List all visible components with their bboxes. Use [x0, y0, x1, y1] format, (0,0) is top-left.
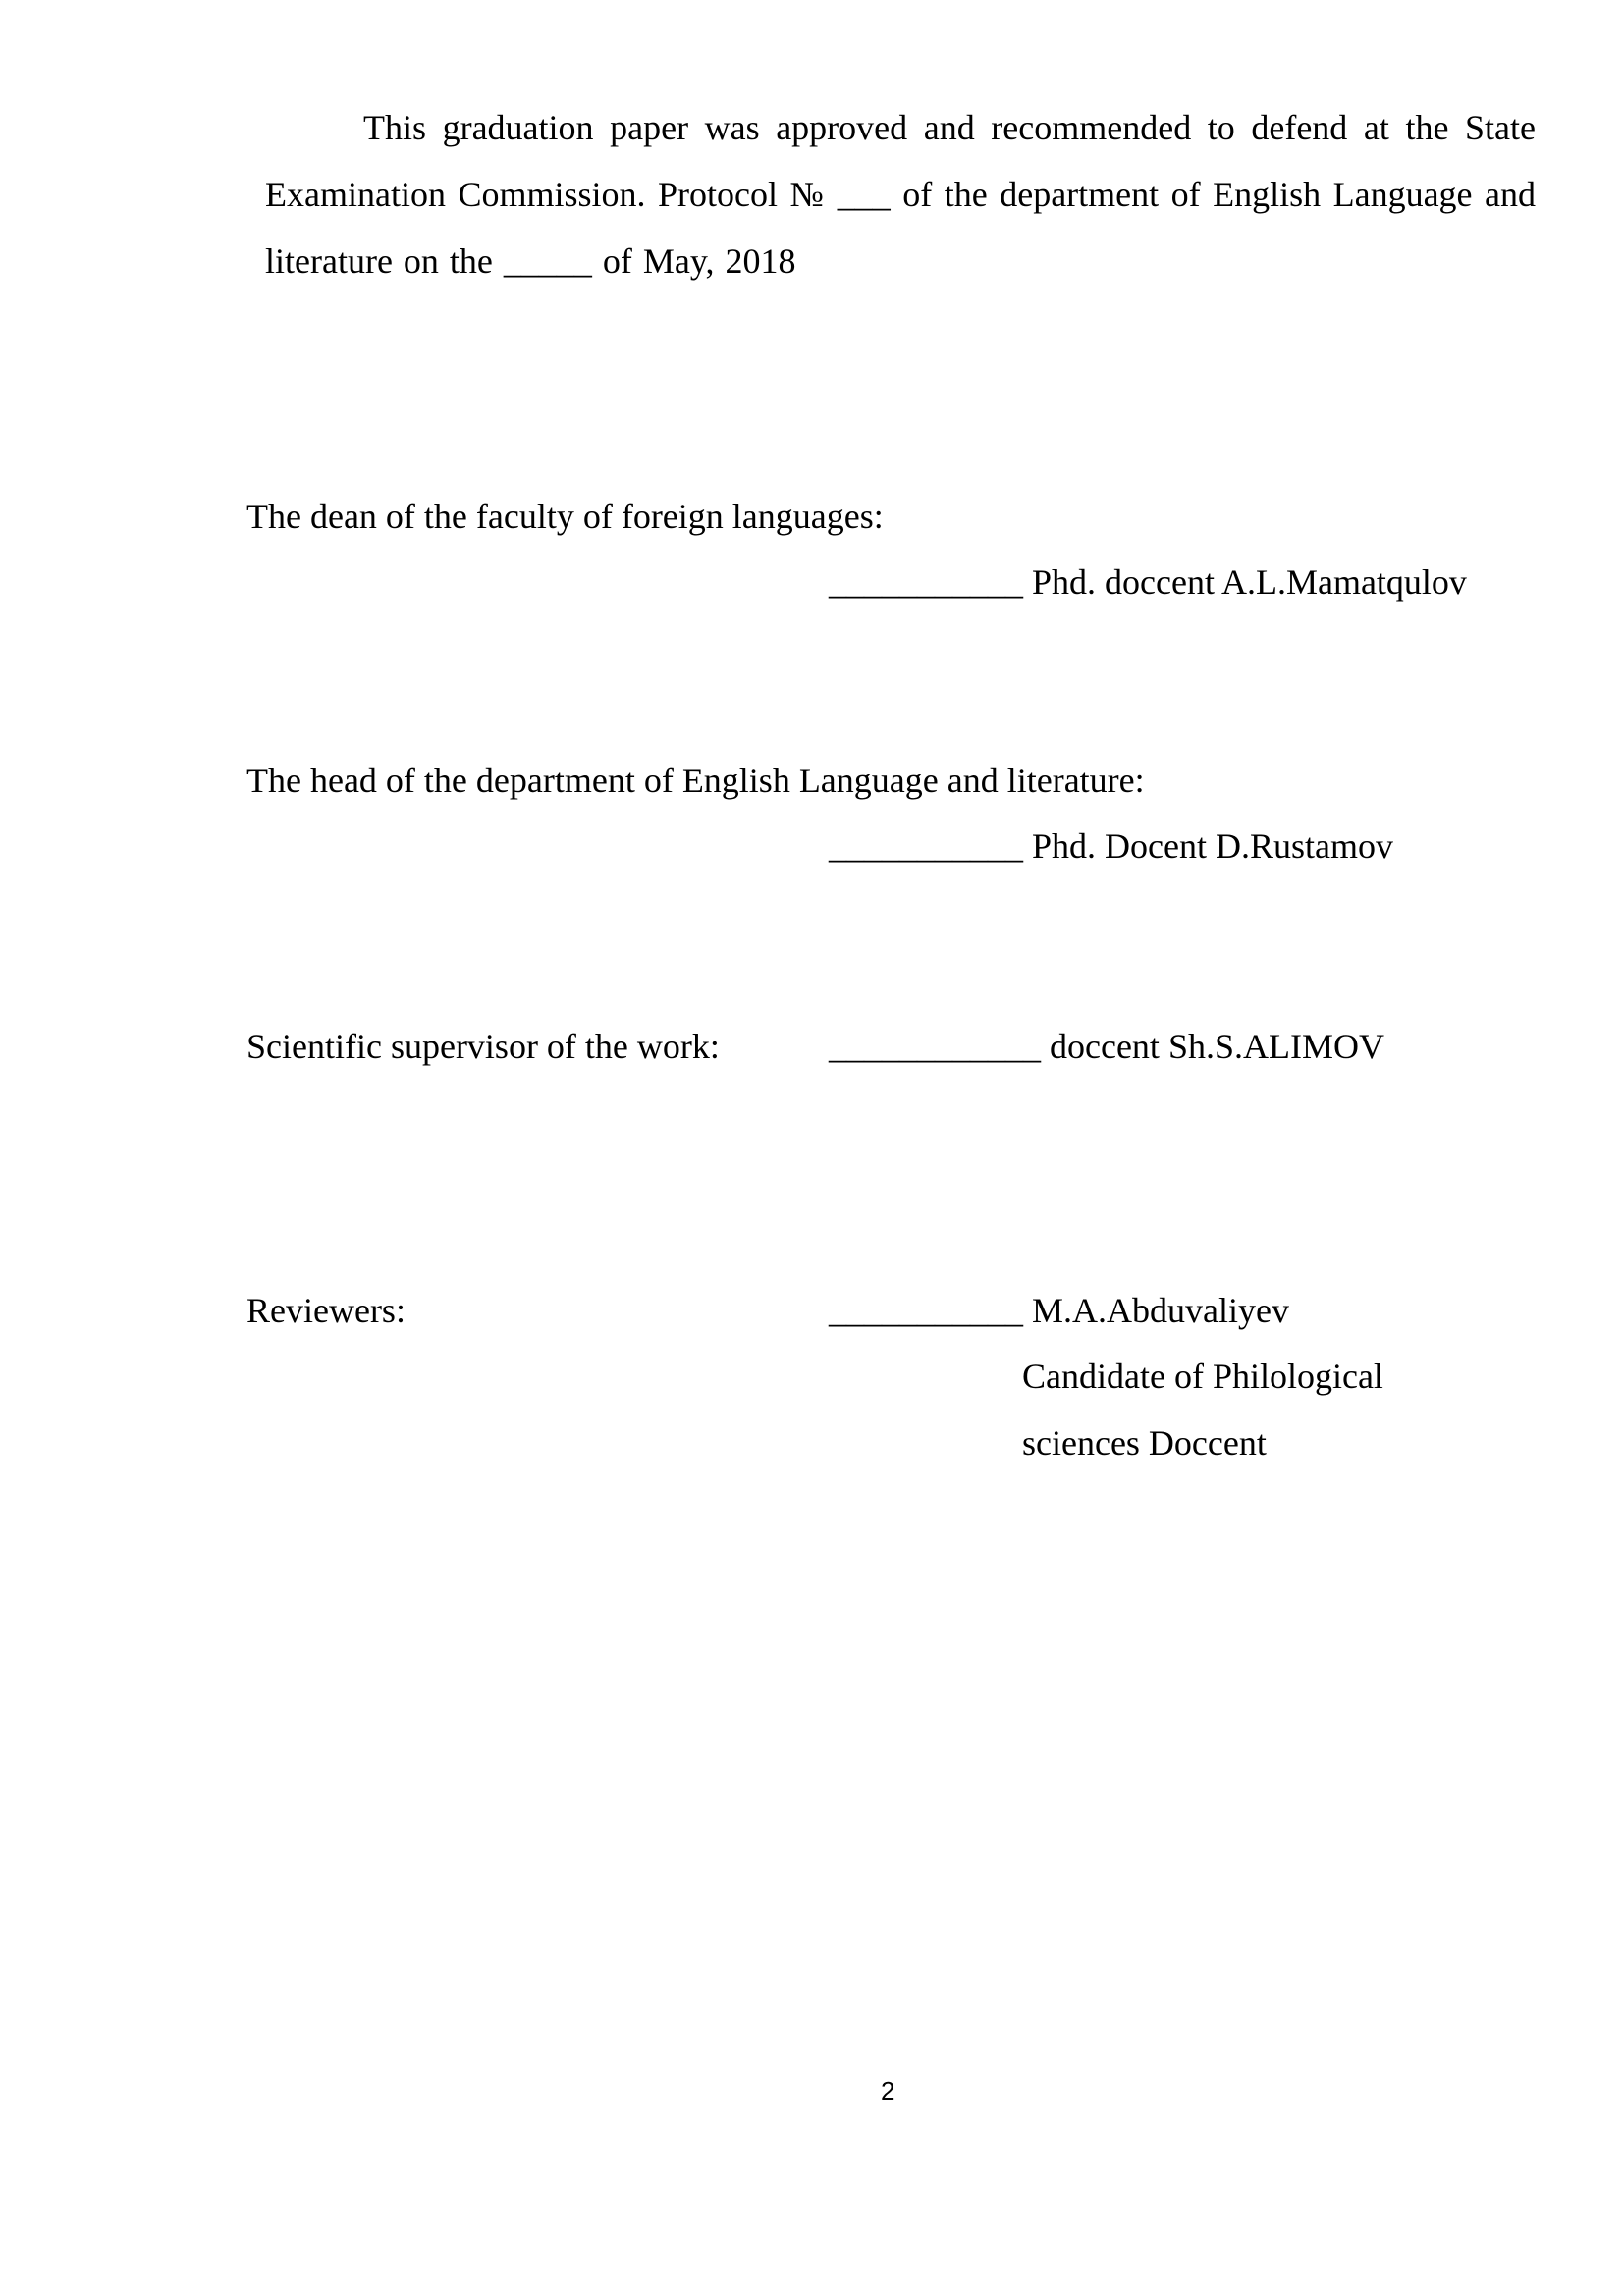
head-title: The head of the department of English Language and literature: [246, 761, 1145, 800]
head-signature-line: ___________ Phd. Docent D.Rustamov [829, 827, 1393, 866]
supervisor-title: Scientific supervisor of the work: [246, 1027, 720, 1066]
approval-text: This graduation paper was approved and recommended to defend at the State Examination Commission. Protocol № ___ of the department of English Language and literature on the _____ of May, 2018 [265, 108, 1536, 281]
reviewers-title: Reviewers: [246, 1291, 406, 1330]
reviewer-signature-line: ___________ M.A.Abduvaliyev [829, 1291, 1289, 1330]
reviewer-degree-line2: sciences Doccent [1022, 1423, 1267, 1463]
supervisor-signature-line: ____________ doccent Sh.S.ALIMOV [829, 1027, 1384, 1066]
reviewer-degree-line1: Candidate of Philological [1022, 1357, 1383, 1396]
page-number: 2 [881, 2076, 895, 2106]
dean-signature-line: ___________ Phd. doccent A.L.Mamatqulov [829, 562, 1467, 602]
approval-paragraph [265, 94, 1536, 294]
dean-title: The dean of the faculty of foreign languages: [246, 497, 884, 536]
